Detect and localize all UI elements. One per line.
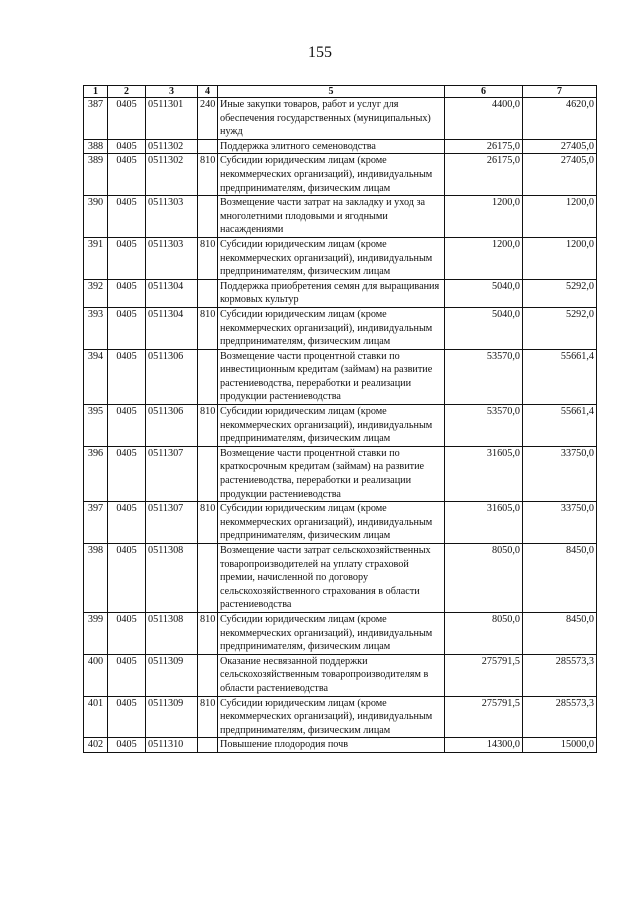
row-number: 391 [84, 237, 108, 279]
target-code: 0511309 [146, 696, 198, 738]
amount-col6: 26175,0 [445, 139, 523, 154]
amount-col6: 26175,0 [445, 154, 523, 196]
table-row [84, 654, 597, 696]
section-code: 0405 [108, 446, 146, 501]
row-number: 396 [84, 446, 108, 501]
section-code: 0405 [108, 307, 146, 349]
expense-type-code: 810 [198, 696, 218, 738]
amount-col6: 31605,0 [445, 446, 523, 501]
target-code: 0511307 [146, 446, 198, 501]
target-code: 0511306 [146, 349, 198, 404]
amount-col7: 33750,0 [523, 446, 597, 501]
expense-type-code: 810 [198, 154, 218, 196]
expense-type-code: 240 [198, 98, 218, 140]
item-name: Поддержка приобретения семян для выращивания кормовых культур [218, 279, 445, 307]
table-row [84, 98, 597, 140]
amount-col7: 5292,0 [523, 307, 597, 349]
table-row [84, 139, 597, 154]
row-number: 389 [84, 154, 108, 196]
item-name: Возмещение части затрат сельскохозяйственных товаропроизводителей на уплату страховой премии, начисленной по договору сельскохозяйственного страхования в области растениеводства [218, 544, 445, 613]
row-number: 397 [84, 502, 108, 544]
item-name: Субсидии юридическим лицам (кроме некоммерческих организаций), индивидуальным предпринимателям, физическим лицам [218, 696, 445, 738]
amount-col6: 31605,0 [445, 502, 523, 544]
header-cell: 5 [218, 86, 445, 98]
table-row [84, 349, 597, 404]
table-row [84, 154, 597, 196]
item-name: Субсидии юридическим лицам (кроме некоммерческих организаций), индивидуальным предпринимателям, физическим лицам [218, 502, 445, 544]
amount-col7: 27405,0 [523, 139, 597, 154]
section-code: 0405 [108, 696, 146, 738]
row-number: 392 [84, 279, 108, 307]
target-code: 0511302 [146, 139, 198, 154]
amount-col7: 285573,3 [523, 696, 597, 738]
expense-type-code: 810 [198, 405, 218, 447]
section-code: 0405 [108, 349, 146, 404]
table-row [84, 237, 597, 279]
row-number: 399 [84, 612, 108, 654]
item-name: Субсидии юридическим лицам (кроме некоммерческих организаций), индивидуальным предпринимателям, физическим лицам [218, 307, 445, 349]
expense-type-code: 810 [198, 612, 218, 654]
item-name: Субсидии юридическим лицам (кроме некоммерческих организаций), индивидуальным предпринимателям, физическим лицам [218, 405, 445, 447]
table-row [84, 405, 597, 447]
header-cell: 1 [84, 86, 108, 98]
item-name: Возмещение части затрат на закладку и уход за многолетними плодовыми и ягодными насаждениями [218, 196, 445, 238]
section-code: 0405 [108, 612, 146, 654]
section-code: 0405 [108, 738, 146, 753]
expense-type-code [198, 349, 218, 404]
amount-col6: 5040,0 [445, 279, 523, 307]
amount-col7: 27405,0 [523, 154, 597, 196]
expense-type-code: 810 [198, 237, 218, 279]
section-code: 0405 [108, 279, 146, 307]
section-code: 0405 [108, 654, 146, 696]
row-number: 401 [84, 696, 108, 738]
expense-type-code: 810 [198, 502, 218, 544]
header-cell: 6 [445, 86, 523, 98]
expense-type-code [198, 196, 218, 238]
amount-col7: 55661,4 [523, 349, 597, 404]
row-number: 390 [84, 196, 108, 238]
amount-col7: 1200,0 [523, 237, 597, 279]
item-name: Субсидии юридическим лицам (кроме некоммерческих организаций), индивидуальным предпринимателям, физическим лицам [218, 154, 445, 196]
section-code: 0405 [108, 139, 146, 154]
amount-col6: 5040,0 [445, 307, 523, 349]
header-cell: 3 [146, 86, 198, 98]
target-code: 0511303 [146, 196, 198, 238]
item-name: Повышение плодородия почв [218, 738, 445, 753]
row-number: 402 [84, 738, 108, 753]
item-name: Субсидии юридическим лицам (кроме некоммерческих организаций), индивидуальным предпринимателям, физическим лицам [218, 612, 445, 654]
row-number: 398 [84, 544, 108, 613]
header-cell: 2 [108, 86, 146, 98]
amount-col7: 4620,0 [523, 98, 597, 140]
section-code: 0405 [108, 154, 146, 196]
page-number: 155 [308, 44, 332, 61]
target-code: 0511304 [146, 307, 198, 349]
table-row [84, 279, 597, 307]
expense-type-code: 810 [198, 307, 218, 349]
target-code: 0511302 [146, 154, 198, 196]
amount-col6: 8050,0 [445, 544, 523, 613]
amount-col6: 275791,5 [445, 654, 523, 696]
table-row [84, 738, 597, 753]
amount-col6: 53570,0 [445, 349, 523, 404]
expense-type-code [198, 544, 218, 613]
target-code: 0511303 [146, 237, 198, 279]
table-row [84, 612, 597, 654]
section-code: 0405 [108, 98, 146, 140]
amount-col6: 8050,0 [445, 612, 523, 654]
amount-col7: 55661,4 [523, 405, 597, 447]
expense-type-code [198, 654, 218, 696]
amount-col7: 8450,0 [523, 544, 597, 613]
expense-type-code [198, 446, 218, 501]
row-number: 395 [84, 405, 108, 447]
target-code: 0511309 [146, 654, 198, 696]
item-name: Поддержка элитного семеноводства [218, 139, 445, 154]
amount-col6: 1200,0 [445, 196, 523, 238]
target-code: 0511308 [146, 612, 198, 654]
table-row [84, 307, 597, 349]
item-name: Оказание несвязанной поддержки сельскохозяйственным товаропроизводителям в области растениеводства [218, 654, 445, 696]
target-code: 0511306 [146, 405, 198, 447]
header-cell: 7 [523, 86, 597, 98]
header-cell: 4 [198, 86, 218, 98]
section-code: 0405 [108, 405, 146, 447]
table-row [84, 502, 597, 544]
amount-col7: 285573,3 [523, 654, 597, 696]
target-code: 0511308 [146, 544, 198, 613]
section-code: 0405 [108, 237, 146, 279]
row-number: 400 [84, 654, 108, 696]
table-row [84, 446, 597, 501]
target-code: 0511304 [146, 279, 198, 307]
amount-col7: 5292,0 [523, 279, 597, 307]
table-row [84, 196, 597, 238]
item-name: Возмещение части процентной ставки по инвестиционным кредитам (займам) на развитие растениеводства, переработки и реализации продукции растениеводства [218, 349, 445, 404]
amount-col6: 275791,5 [445, 696, 523, 738]
amount-col7: 33750,0 [523, 502, 597, 544]
amount-col6: 1200,0 [445, 237, 523, 279]
amount-col7: 1200,0 [523, 196, 597, 238]
amount-col7: 8450,0 [523, 612, 597, 654]
section-code: 0405 [108, 502, 146, 544]
section-code: 0405 [108, 196, 146, 238]
row-number: 387 [84, 98, 108, 140]
item-name: Возмещение части процентной ставки по краткосрочным кредитам (займам) на развитие растениеводства, переработки и реализации продукции растениеводства [218, 446, 445, 501]
target-code: 0511310 [146, 738, 198, 753]
amount-col6: 14300,0 [445, 738, 523, 753]
table-row [84, 544, 597, 613]
row-number: 393 [84, 307, 108, 349]
table-row [84, 696, 597, 738]
header-row [84, 86, 597, 98]
section-code: 0405 [108, 544, 146, 613]
amount-col6: 53570,0 [445, 405, 523, 447]
expense-type-code [198, 279, 218, 307]
expense-type-code [198, 139, 218, 154]
item-name: Иные закупки товаров, работ и услуг для обеспечения государственных (муниципальных) нужд [218, 98, 445, 140]
target-code: 0511307 [146, 502, 198, 544]
amount-col6: 4400,0 [445, 98, 523, 140]
item-name: Субсидии юридическим лицам (кроме некоммерческих организаций), индивидуальным предпринимателям, физическим лицам [218, 237, 445, 279]
expense-type-code [198, 738, 218, 753]
row-number: 394 [84, 349, 108, 404]
budget-table [83, 85, 597, 753]
amount-col7: 15000,0 [523, 738, 597, 753]
target-code: 0511301 [146, 98, 198, 140]
row-number: 388 [84, 139, 108, 154]
